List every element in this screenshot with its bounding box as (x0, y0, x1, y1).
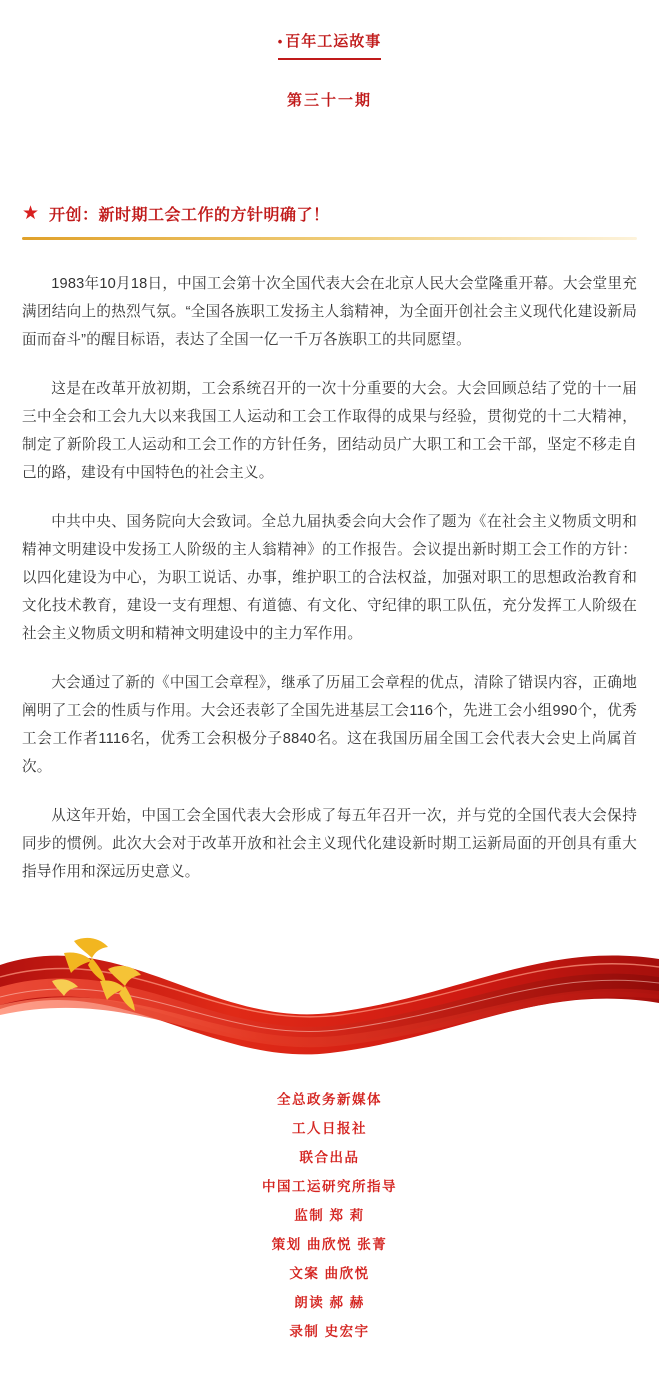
credit-line: 联合出品 (299, 1150, 360, 1166)
ribbon-illustration (0, 907, 659, 1067)
article-body (0, 270, 659, 886)
series-title-text: 百年工运故事 (285, 33, 382, 50)
credit-line: 工人日报社 (292, 1121, 367, 1137)
credits-block (0, 1085, 659, 1380)
credit-line: 策划 曲欣悦 张菁 (271, 1237, 388, 1253)
credit-line: 朗读 郝 赫 (294, 1295, 365, 1311)
section-title: 开创：新时期工会工作的方针明确了！ (49, 207, 330, 224)
paragraph: 大会通过了新的《中国工会章程》，继承了历届工会章程的优点，清除了错误内容，正确地阐明了工会的性质与作用。大会还表彰了全国先进基层工会116个，先进工会小组990个，优秀工会工作者1116名，优秀工会积极分子8840名。这在我国历届全国工会代表大会史上尚属首次。 (22, 675, 637, 776)
paragraph: 中共中央、国务院向大会致词。全总九届执委会向大会作了题为《在社会主义物质文明和精神文明建设中发扬工人阶级的主人翁精神》的工作报告。会议提出新时期工会工作的方针：以四化建设为中心，为职工说话、办事，维护职工的合法权益，加强对职工的思想政治教育和文化技术教育，建设一支有理想、有道德、有文化、守纪律的职工队伍，充分发挥工人阶级在社会主义物质文明和精神文明建设中的主力军作用。 (22, 514, 637, 643)
credit-line: 监制 郑 莉 (294, 1208, 365, 1224)
issue-number: 第三十一期 (286, 92, 372, 109)
paragraph: 从这年开始，中国工会全国代表大会形成了每五年召开一次，并与党的全国代表大会保持同步的惯例。此次大会对于改革开放和社会主义现代化建设新时期工运新局面的开创具有重大指导作用和深远历史意义。 (22, 808, 637, 881)
section-head (22, 202, 637, 225)
credit-line: 录制 史宏宇 (289, 1324, 370, 1340)
paragraph: 1983年10月18日，中国工会第十次全国代表大会在北京人民大会堂隆重开幕。大会堂里充满团结向上的热烈气氛。“全国各族职工发扬主人翁精神，为全面开创社会主义现代化建设新局面而奋斗”的醒目标语，表达了全国一亿一千万各族职工的共同愿望。 (22, 276, 637, 349)
credit-line: 全总政务新媒体 (277, 1092, 382, 1108)
credit-line: 文案 曲欣悦 (289, 1266, 370, 1282)
page-header (0, 0, 659, 110)
section-heading-block (0, 202, 659, 240)
star-icon: ★ (22, 203, 40, 224)
heading-divider (22, 237, 637, 240)
paragraph: 这是在改革开放初期，工会系统召开的一次十分重要的大会。大会回顾总结了党的十一届三中全会和工会九大以来我国工人运动和工会工作取得的成果与经验，贯彻党的十二大精神，制定了新阶段工人运动和工会工作的方针任务，团结动员广大职工和工会干部，坚定不移走自己的路，建设有中国特色的社会主义。 (22, 381, 637, 482)
series-title (278, 30, 382, 60)
credit-line: 中国工运研究所指导 (262, 1179, 397, 1195)
bullet-icon: • (277, 34, 284, 49)
